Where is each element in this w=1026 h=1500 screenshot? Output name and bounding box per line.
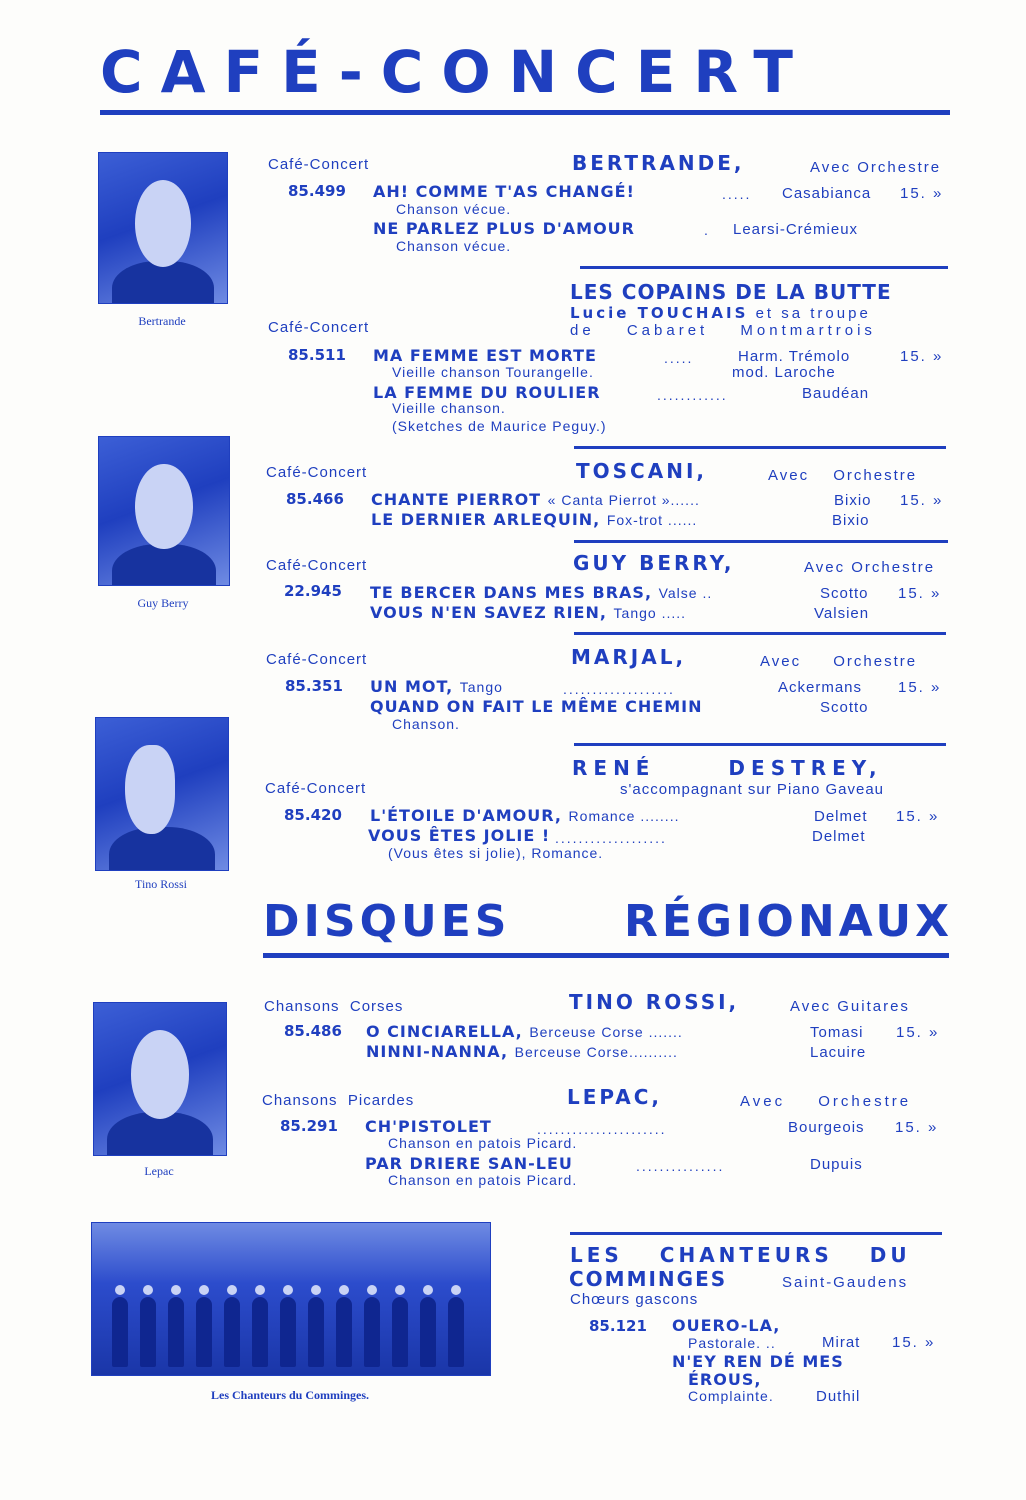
separator <box>574 540 948 543</box>
artist-name: TOSCANI, <box>576 459 707 483</box>
song-title <box>371 510 697 529</box>
composer: Ackermans <box>778 679 863 696</box>
song-title <box>370 677 503 696</box>
category-label: Chœurs gascons <box>570 1291 699 1308</box>
separator <box>574 446 946 449</box>
artist-name: LEPAC, <box>567 1085 662 1109</box>
accompaniment: Avec Orchestre <box>768 467 918 484</box>
artist-name: COMMINGES <box>569 1267 728 1291</box>
separator <box>580 266 948 269</box>
song-title <box>370 583 712 602</box>
section-title-word: RÉGIONAUX <box>623 896 953 947</box>
record-number: 85.291 <box>280 1117 338 1135</box>
dots: ...................... <box>537 1121 667 1137</box>
composer: Scotto <box>820 699 869 716</box>
composer: Valsien <box>814 605 870 622</box>
dots: ............ <box>657 387 728 403</box>
accompaniment: Avec Orchestre <box>804 559 936 576</box>
tino-rossi-photo <box>95 717 229 871</box>
composer: Delmet <box>814 808 868 825</box>
song-detail: « Canta Pierrot »...... <box>547 492 700 508</box>
lepac-caption: Lepac <box>144 1164 174 1178</box>
artist-name: BERTRANDE, <box>572 151 745 175</box>
artist-name: MARJAL, <box>571 645 687 669</box>
song-title <box>371 490 700 509</box>
composer: Bourgeois <box>788 1119 865 1136</box>
song-name: LE DERNIER ARLEQUIN, <box>371 510 601 529</box>
record-number: 22.945 <box>284 582 342 600</box>
composer: Bixio <box>834 492 872 509</box>
composer: Tomasi <box>810 1024 864 1041</box>
composer: Dupuis <box>810 1156 863 1173</box>
song-note: Chanson en patois Picard. <box>388 1172 578 1188</box>
song-note: Pastorale. .. <box>688 1335 776 1351</box>
song-title: MA FEMME EST MORTE <box>373 346 597 365</box>
song-title: PAR DRIERE SAN-LEU <box>365 1154 573 1173</box>
category-label: Café-Concert <box>266 464 368 481</box>
song-name: NINNI-NANNA, <box>366 1042 509 1061</box>
dots: . <box>704 222 710 238</box>
category-label: Café-Concert <box>265 780 367 797</box>
song-detail: Berceuse Corse.......... <box>514 1044 678 1060</box>
song-note: Chanson en patois Picard. <box>388 1135 578 1151</box>
record-number: 85.499 <box>288 182 346 200</box>
artist-name: LES CHANTEURS DU <box>570 1243 911 1267</box>
chanteurs-caption: Les Chanteurs du Comminges. <box>210 1388 369 1402</box>
composer: Scotto <box>820 585 869 602</box>
record-number: 85.511 <box>288 346 346 364</box>
song-detail: Tango <box>459 679 503 695</box>
record-number: 85.351 <box>285 677 343 695</box>
song-name: UN MOT, <box>370 677 454 696</box>
guy-berry-caption: Guy Berry <box>137 596 189 610</box>
record-number: 85.486 <box>284 1022 342 1040</box>
price: 15. » <box>900 348 944 365</box>
price: 15. » <box>900 492 944 509</box>
page-title: CAFÉ-CONCERT <box>100 38 811 106</box>
accompaniment: Avec Guitares <box>790 998 910 1015</box>
dots: ..... <box>722 186 752 202</box>
song-title: VOUS ÊTES JOLIE ! <box>368 826 551 845</box>
song-detail: Valse .. <box>658 585 713 601</box>
song-note: Vieille chanson. <box>392 400 506 416</box>
song-note: Vieille chanson Tourangelle. <box>392 364 594 380</box>
song-detail: Romance ........ <box>568 808 680 824</box>
composer: Mirat <box>822 1334 861 1351</box>
bertrande-caption: Bertrande <box>138 314 186 328</box>
price: 15. » <box>892 1334 936 1351</box>
song-title: CH'PISTOLET <box>365 1117 492 1136</box>
composer: Harm. Trémolo <box>738 348 851 365</box>
tino-rossi-caption: Tino Rossi <box>135 877 187 891</box>
category-label: Café-Concert <box>268 319 370 336</box>
song-title: ÉROUS, <box>688 1370 762 1389</box>
separator <box>574 743 946 746</box>
record-number: 85.121 <box>589 1317 647 1335</box>
song-note: Chanson vécue. <box>396 201 512 217</box>
composer: mod. Laroche <box>732 364 836 381</box>
composer: Lacuire <box>810 1044 867 1061</box>
price: 15. » <box>896 808 940 825</box>
song-title: NE PARLEZ PLUS D'AMOUR <box>373 219 635 238</box>
song-name: VOUS N'EN SAVEZ RIEN, <box>370 603 607 622</box>
price: 15. » <box>898 585 942 602</box>
song-name: CHANTE PIERROT <box>371 490 542 509</box>
record-number: 85.420 <box>284 806 342 824</box>
song-title: QUAND ON FAIT LE MÊME CHEMIN <box>370 697 703 716</box>
category-label: Café-Concert <box>266 557 368 574</box>
accompaniment: Avec Orchestre <box>810 159 942 176</box>
song-title: OUERO-LA, <box>672 1316 781 1335</box>
song-note: Chanson. <box>392 716 460 732</box>
song-title: N'EY REN DÉ MES <box>672 1352 844 1371</box>
song-name: TE BERCER DANS MES BRAS, <box>370 583 653 602</box>
song-name: O CINCIARELLA, <box>366 1022 523 1041</box>
accompaniment: s'accompagnant sur Piano Gaveau <box>620 781 885 798</box>
song-title <box>370 806 679 825</box>
song-title <box>366 1022 683 1041</box>
composer: Bixio <box>832 512 870 529</box>
section-rule <box>263 953 949 958</box>
price: 15. » <box>896 1024 940 1041</box>
composer: Baudéan <box>802 385 870 402</box>
song-title <box>370 603 686 622</box>
song-title: AH! COMME T'AS CHANGÉ! <box>373 182 635 201</box>
accompaniment: Avec Orchestre <box>760 653 918 670</box>
lepac-photo <box>93 1002 227 1156</box>
separator <box>570 1232 942 1235</box>
guy-berry-photo <box>98 436 230 586</box>
song-detail: Berceuse Corse ....... <box>529 1024 683 1040</box>
song-note: Chanson vécue. <box>396 238 512 254</box>
composer: Learsi-Crémieux <box>733 221 859 238</box>
dots: ............... <box>636 1158 725 1174</box>
chanteurs-group-photo <box>91 1222 491 1376</box>
song-title <box>366 1042 678 1061</box>
composer: Casabianca <box>782 185 872 202</box>
price: 15. » <box>898 679 942 696</box>
artist-subtitle: de Cabaret Montmartrois <box>570 322 876 339</box>
section-title-word: DISQUES <box>263 896 511 947</box>
artist-subtitle <box>570 304 871 322</box>
artist-name: LES COPAINS DE LA BUTTE <box>570 280 892 304</box>
artist-name: TINO ROSSI, <box>569 990 740 1014</box>
composer: Delmet <box>812 828 866 845</box>
category-label: Chansons Picardes <box>262 1092 415 1109</box>
category-label: Chansons Corses <box>264 998 404 1015</box>
song-note: (Sketches de Maurice Peguy.) <box>392 418 607 434</box>
record-number: 85.466 <box>286 490 344 508</box>
price: 15. » <box>895 1119 939 1136</box>
performer-name: Lucie TOUCHAIS <box>570 304 749 322</box>
title-rule <box>100 110 950 115</box>
dots: ..... <box>664 350 694 366</box>
song-name: L'ÉTOILE D'AMOUR, <box>370 806 562 825</box>
artist-name: RENÉ DESTREY, <box>572 756 883 780</box>
troupe-text: et sa troupe <box>755 305 871 322</box>
section-title <box>263 897 953 947</box>
separator <box>574 632 946 635</box>
song-title: LA FEMME DU ROULIER <box>373 383 601 402</box>
bertrande-photo <box>98 152 228 304</box>
artist-name: GUY BERRY, <box>573 551 735 575</box>
song-note: (Vous êtes si jolie), Romance. <box>388 845 604 861</box>
price: 15. » <box>900 185 944 202</box>
composer: Duthil <box>816 1388 861 1405</box>
song-detail: Fox-trot ...... <box>606 512 698 528</box>
song-detail: Tango ..... <box>613 605 687 621</box>
dots: ................... <box>555 830 667 846</box>
place-name: Saint-Gaudens <box>782 1274 909 1291</box>
dots: ................... <box>563 681 675 697</box>
category-label: Café-Concert <box>268 156 370 173</box>
accompaniment: Avec Orchestre <box>740 1093 912 1110</box>
song-note: Complainte. <box>688 1388 774 1404</box>
category-label: Café-Concert <box>266 651 368 668</box>
